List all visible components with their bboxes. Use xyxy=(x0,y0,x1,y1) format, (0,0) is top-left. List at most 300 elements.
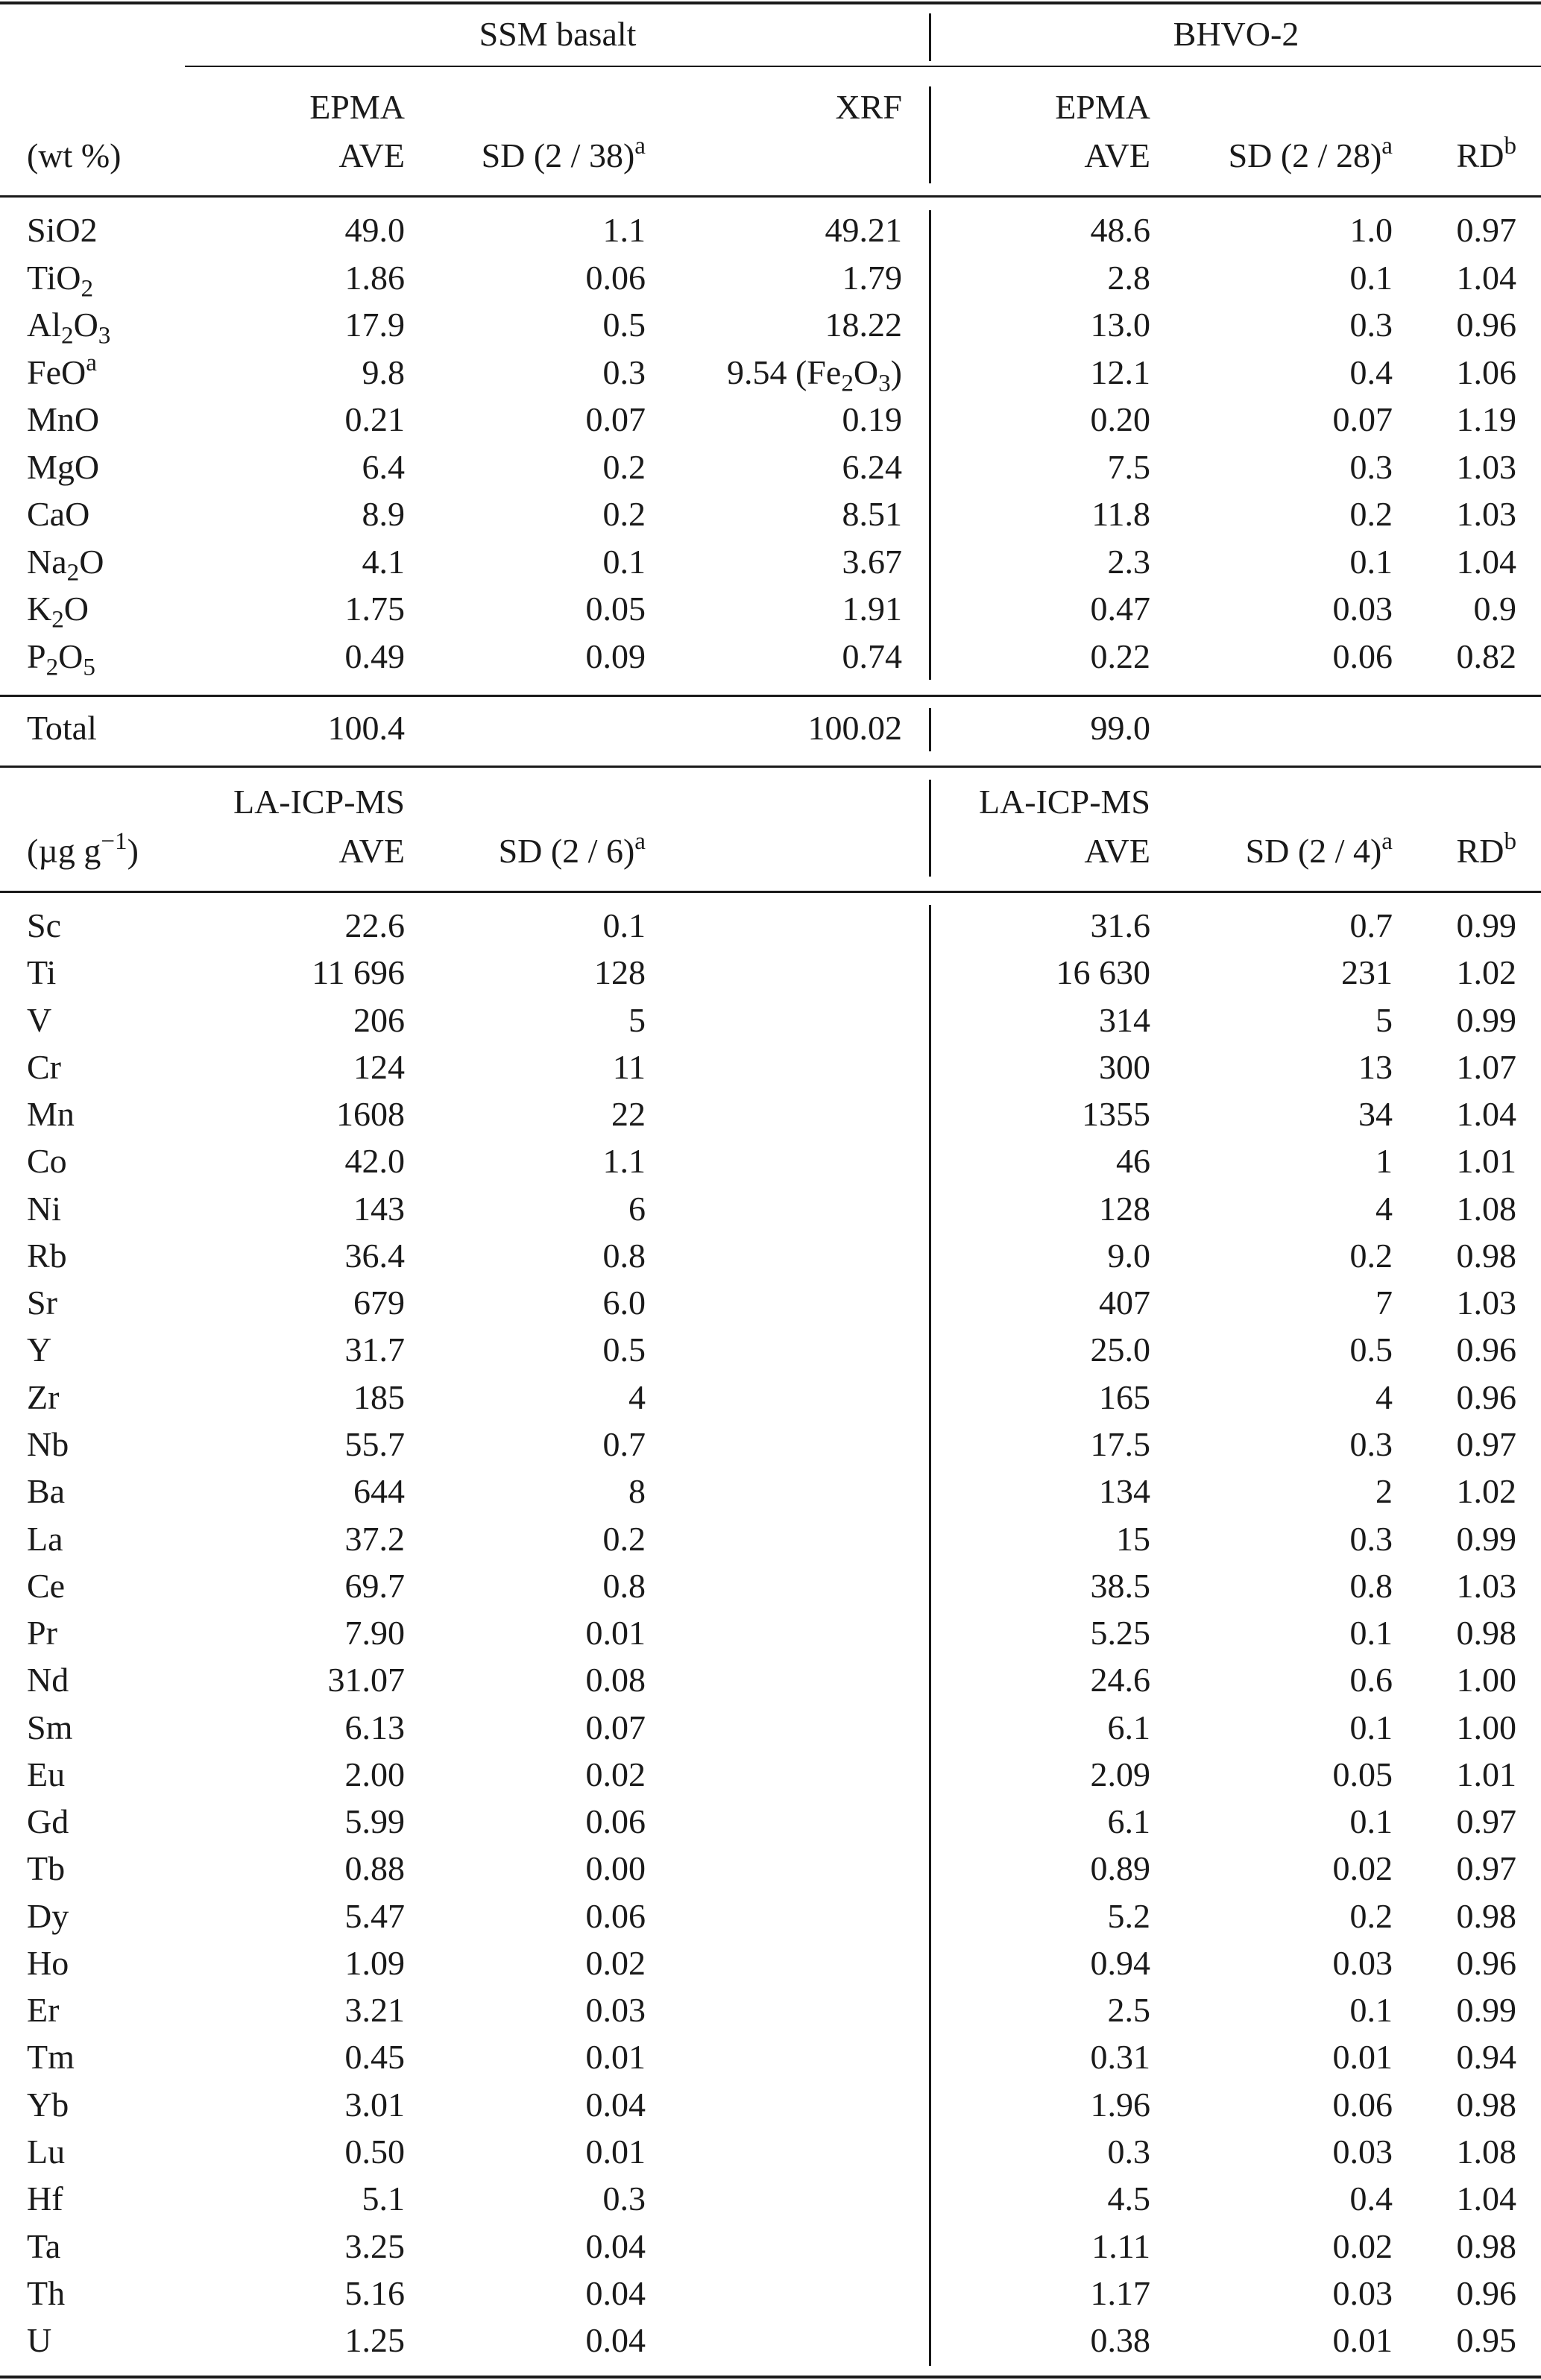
trace-ssm-ave: 5.99 xyxy=(344,1802,405,1840)
trace-rd: 0.99 xyxy=(1456,906,1516,944)
trace-bh-ave: 1355 xyxy=(1082,1095,1150,1133)
xrf-value: 0.19 xyxy=(842,400,902,438)
major-xrf xyxy=(641,353,902,397)
trace-bh-ave: 1.17 xyxy=(1090,2274,1150,2312)
trace-ssm-ave: 42.0 xyxy=(344,1142,405,1180)
major-header-sd-bhvo: SD (2 / 28)$^a$ xyxy=(1228,131,1393,174)
element-name: MgO xyxy=(27,448,100,486)
element-name: TiO xyxy=(27,259,81,297)
major-ssm-ave: 6.4 xyxy=(362,448,405,486)
major-ssm-ave: 0.49 xyxy=(344,637,405,675)
trace-bh-ave: 15 xyxy=(1116,1520,1150,1558)
major-bh-ave: 11.8 xyxy=(1091,495,1150,533)
trace-label: Th xyxy=(27,2274,66,2312)
major-bh-sd: 0.06 xyxy=(1332,637,1393,675)
trace-ssm-ave: 0.88 xyxy=(344,1849,405,1887)
trace-rd: 1.04 xyxy=(1456,2179,1516,2218)
trace-rd: 0.96 xyxy=(1456,1331,1516,1369)
trace-ssm-ave: 143 xyxy=(353,1190,405,1228)
trace-ssm-ave: 644 xyxy=(353,1472,405,1510)
xrf-value: 3.67 xyxy=(842,543,902,581)
trace-bh-ave: 300 xyxy=(1099,1048,1150,1086)
element-name: SiO2 xyxy=(27,211,98,249)
trace-bh-ave: 1.11 xyxy=(1091,2227,1150,2265)
trace-ssm-sd: 0.7 xyxy=(602,1425,646,1463)
trace-header-rd: $RD^b$ xyxy=(1456,827,1516,870)
xrf-value-part: ) xyxy=(890,353,902,391)
trace-rd: 0.95 xyxy=(1456,2321,1516,2359)
major-row-label xyxy=(27,211,206,250)
trace-ssm-ave: 124 xyxy=(353,1048,405,1086)
trace-rd: 0.97 xyxy=(1456,1425,1516,1463)
major-rd: 1.19 xyxy=(1456,400,1516,438)
separator-major-header xyxy=(929,86,931,183)
major-header-rd: $RD^b$ xyxy=(1456,131,1516,174)
major-rd: 1.03 xyxy=(1456,495,1516,533)
trace-bh-sd: 34 xyxy=(1358,1095,1393,1133)
trace-ssm-sd: 0.00 xyxy=(585,1849,646,1887)
trace-label: Ti xyxy=(27,953,57,991)
trace-rd: 1.01 xyxy=(1456,1755,1516,1793)
trace-bh-sd: 0.2 xyxy=(1349,1237,1393,1275)
trace-rd: 0.94 xyxy=(1456,2038,1516,2076)
trace-bh-sd: 0.3 xyxy=(1349,1425,1393,1463)
trace-rd: 0.97 xyxy=(1456,1802,1516,1840)
major-ssm-sd: 0.05 xyxy=(585,590,646,628)
trace-ssm-ave: 5.1 xyxy=(362,2179,405,2218)
major-bh-ave: 48.6 xyxy=(1090,211,1150,249)
major-ssm-ave: 8.9 xyxy=(362,495,405,533)
trace-label: Eu xyxy=(27,1755,66,1793)
major-bh-sd: 1.0 xyxy=(1349,211,1393,249)
trace-rd: 0.99 xyxy=(1456,1520,1516,1558)
total-top-rule xyxy=(0,695,1541,697)
xrf-value: 18.22 xyxy=(825,306,902,344)
trace-bh-ave: 38.5 xyxy=(1090,1567,1150,1605)
trace-ssm-sd: 11 xyxy=(612,1048,646,1086)
element-name: CaO xyxy=(27,495,90,533)
trace-ssm-ave: 3.25 xyxy=(344,2227,405,2265)
major-xrf xyxy=(641,448,902,487)
major-row-label xyxy=(27,259,206,303)
major-xrf xyxy=(641,259,902,297)
trace-rd: 0.96 xyxy=(1456,1378,1516,1416)
trace-label: U xyxy=(27,2321,52,2359)
trace-bh-ave: 24.6 xyxy=(1090,1661,1150,1699)
trace-ssm-sd: 1.1 xyxy=(602,1142,646,1180)
trace-rd: 1.02 xyxy=(1456,953,1516,991)
trace-unit-label: (µg $g^{-1}$) xyxy=(27,827,139,870)
major-ssm-sd: 0.3 xyxy=(602,353,646,391)
major-rd: 0.97 xyxy=(1456,211,1516,249)
trace-bh-sd: 231 xyxy=(1341,953,1393,991)
trace-rd: 0.98 xyxy=(1456,1614,1516,1652)
trace-rd: 0.99 xyxy=(1456,1001,1516,1039)
trace-bh-sd: 0.01 xyxy=(1332,2321,1393,2359)
trace-bh-ave: 16 630 xyxy=(1056,953,1150,991)
subscript: 2 xyxy=(61,321,74,350)
trace-ssm-ave: 36.4 xyxy=(344,1237,405,1275)
trace-bh-ave: 2.5 xyxy=(1107,1991,1150,2029)
trace-bh-sd: 0.03 xyxy=(1332,2274,1393,2312)
trace-ssm-sd: 0.07 xyxy=(585,1708,646,1746)
trace-bh-ave: 4.5 xyxy=(1107,2179,1150,2218)
trace-ssm-ave: 37.2 xyxy=(344,1520,405,1558)
trace-ssm-sd: 5 xyxy=(628,1001,646,1039)
trace-rd: 0.96 xyxy=(1456,1944,1516,1982)
trace-bh-sd: 0.3 xyxy=(1349,1520,1393,1558)
trace-bh-sd: 0.1 xyxy=(1349,1802,1393,1840)
major-ssm-ave: 1.86 xyxy=(344,259,405,297)
trace-ssm-ave: 0.45 xyxy=(344,2038,405,2076)
trace-ssm-ave: 5.47 xyxy=(344,1897,405,1935)
trace-header-laicp-bhvo: LA-ICP-MS xyxy=(978,783,1150,821)
trace-bh-ave: 407 xyxy=(1099,1284,1150,1322)
major-bh-ave: 2.8 xyxy=(1107,259,1150,297)
trace-label: Nd xyxy=(27,1661,69,1699)
major-ssm-sd: 0.5 xyxy=(602,306,646,344)
major-ssm-sd: 0.09 xyxy=(585,637,646,675)
major-bh-sd: 0.07 xyxy=(1332,400,1393,438)
top-rule xyxy=(0,1,1541,4)
total-bhvo-ave: 99.0 xyxy=(1090,709,1150,747)
major-header-xrf: XRF xyxy=(835,88,902,126)
major-ssm-ave: 9.8 xyxy=(362,353,405,391)
trace-rd: 1.00 xyxy=(1456,1708,1516,1746)
trace-label: Ta xyxy=(27,2227,61,2265)
superscript: a xyxy=(86,348,97,376)
trace-ssm-sd: 0.06 xyxy=(585,1897,646,1935)
total-xrf: 100.02 xyxy=(807,709,902,747)
xrf-value: 8.51 xyxy=(842,495,902,533)
trace-rd: 0.98 xyxy=(1456,1897,1516,1935)
major-bh-ave: 2.3 xyxy=(1107,543,1150,581)
major-ssm-sd: 0.2 xyxy=(602,495,646,533)
trace-bh-sd: 0.1 xyxy=(1349,1708,1393,1746)
trace-bh-sd: 0.2 xyxy=(1349,1897,1393,1935)
trace-bh-sd: 0.8 xyxy=(1349,1567,1393,1605)
trace-bh-sd: 0.01 xyxy=(1332,2038,1393,2076)
element-name-part: O xyxy=(63,590,89,628)
major-xrf xyxy=(641,495,902,534)
major-bh-ave: 7.5 xyxy=(1107,448,1150,486)
trace-bh-ave: 314 xyxy=(1099,1001,1150,1039)
trace-ssm-ave: 1608 xyxy=(336,1095,405,1133)
trace-bh-ave: 6.1 xyxy=(1107,1708,1150,1746)
subscript: 3 xyxy=(98,321,111,350)
ssm-group-rule xyxy=(185,66,930,67)
trace-bh-sd: 0.02 xyxy=(1332,2227,1393,2265)
trace-bh-sd: 4 xyxy=(1375,1378,1393,1416)
trace-label: Ce xyxy=(27,1567,66,1605)
trace-label: Rb xyxy=(27,1237,67,1275)
major-header-ave: AVE xyxy=(338,136,405,174)
trace-label: Zr xyxy=(27,1378,60,1416)
major-rd: 1.06 xyxy=(1456,353,1516,391)
total-label: Total xyxy=(27,709,97,747)
trace-bh-ave: 31.6 xyxy=(1090,906,1150,944)
trace-label: Gd xyxy=(27,1802,69,1840)
xrf-value: 9.54 (Fe xyxy=(726,353,842,391)
separator-group-heading xyxy=(929,13,931,61)
major-ssm-ave: 1.75 xyxy=(344,590,405,628)
trace-rd: 1.08 xyxy=(1456,1190,1516,1228)
trace-bh-ave: 0.38 xyxy=(1090,2321,1150,2359)
trace-ssm-sd: 0.5 xyxy=(602,1331,646,1369)
major-rd: 0.9 xyxy=(1473,590,1516,628)
trace-ssm-ave: 31.07 xyxy=(327,1661,405,1699)
trace-label: Mn xyxy=(27,1095,75,1133)
major-row-label xyxy=(27,306,206,350)
trace-bh-ave: 5.2 xyxy=(1107,1897,1150,1935)
major-row-label xyxy=(27,348,206,392)
major-row-label xyxy=(27,543,206,587)
major-bh-sd: 0.4 xyxy=(1349,353,1393,391)
trace-ssm-sd: 22 xyxy=(611,1095,646,1133)
trace-bh-sd: 0.1 xyxy=(1349,1991,1393,2029)
trace-bh-sd: 4 xyxy=(1375,1190,1393,1228)
trace-ssm-sd: 0.08 xyxy=(585,1661,646,1699)
separator-trace-header xyxy=(929,780,931,877)
trace-ssm-sd: 6.0 xyxy=(602,1284,646,1322)
trace-header-ave: AVE xyxy=(338,832,405,870)
major-bh-ave: 0.47 xyxy=(1090,590,1150,628)
trace-bh-ave: 0.3 xyxy=(1107,2133,1150,2171)
total-bottom-rule xyxy=(0,766,1541,768)
trace-ssm-ave: 206 xyxy=(353,1001,405,1039)
subscript: 2 xyxy=(841,369,854,397)
element-name: MnO xyxy=(27,400,100,438)
trace-ssm-ave: 3.01 xyxy=(344,2086,405,2124)
trace-ssm-sd: 0.03 xyxy=(585,1991,646,2029)
trace-ssm-ave: 7.90 xyxy=(344,1614,405,1652)
major-ssm-ave: 49.0 xyxy=(344,211,405,249)
trace-ssm-sd: 0.8 xyxy=(602,1567,646,1605)
trace-ssm-ave: 11 696 xyxy=(312,953,405,991)
trace-bh-ave: 134 xyxy=(1099,1472,1150,1510)
trace-bh-ave: 17.5 xyxy=(1090,1425,1150,1463)
trace-rd: 1.03 xyxy=(1456,1567,1516,1605)
trace-ssm-sd: 4 xyxy=(628,1378,646,1416)
trace-bh-ave: 0.31 xyxy=(1090,2038,1150,2076)
trace-bh-ave: 2.09 xyxy=(1090,1755,1150,1793)
trace-bh-ave: 165 xyxy=(1099,1378,1150,1416)
trace-ssm-sd: 6 xyxy=(628,1190,646,1228)
trace-rd: 1.00 xyxy=(1456,1661,1516,1699)
trace-ssm-sd: 0.01 xyxy=(585,2038,646,2076)
major-row-label xyxy=(27,448,206,487)
trace-bh-sd: 1 xyxy=(1375,1142,1393,1180)
trace-header-ave-bhvo: AVE xyxy=(1084,832,1150,870)
xrf-value: 1.79 xyxy=(842,259,902,297)
xrf-value: 49.21 xyxy=(825,211,902,249)
trace-bh-ave: 25.0 xyxy=(1090,1331,1150,1369)
element-name: FeO xyxy=(27,353,86,391)
total-ssm-ave: 100.4 xyxy=(327,709,405,747)
major-bh-ave: 12.1 xyxy=(1090,353,1150,391)
trace-label: Pr xyxy=(27,1614,57,1652)
major-ssm-sd: 0.07 xyxy=(585,400,646,438)
trace-ssm-ave: 31.7 xyxy=(344,1331,405,1369)
trace-ssm-ave: 2.00 xyxy=(344,1755,405,1793)
major-row-label xyxy=(27,400,206,439)
xrf-value: 1.91 xyxy=(842,590,902,628)
major-bh-ave: 0.20 xyxy=(1090,400,1150,438)
trace-ssm-ave: 0.50 xyxy=(344,2133,405,2171)
trace-label: V xyxy=(27,1001,52,1039)
major-xrf xyxy=(641,543,902,581)
major-bh-sd: 0.3 xyxy=(1349,448,1393,486)
trace-bh-sd: 0.4 xyxy=(1349,2179,1393,2218)
major-rd: 1.04 xyxy=(1456,259,1516,297)
trace-rd: 1.02 xyxy=(1456,1472,1516,1510)
trace-ssm-sd: 0.02 xyxy=(585,1944,646,1982)
trace-bh-ave: 6.1 xyxy=(1107,1802,1150,1840)
major-xrf xyxy=(641,637,902,676)
trace-bh-sd: 5 xyxy=(1375,1001,1393,1039)
trace-rd: 1.03 xyxy=(1456,1284,1516,1322)
major-row-label xyxy=(27,637,206,681)
element-name-part: O xyxy=(58,637,83,675)
trace-ssm-sd: 0.1 xyxy=(602,906,646,944)
trace-label: Sc xyxy=(27,906,61,944)
trace-label: Ba xyxy=(27,1472,66,1510)
trace-label: Cr xyxy=(27,1048,61,1086)
major-bh-sd: 0.3 xyxy=(1349,306,1393,344)
major-ssm-ave: 4.1 xyxy=(362,543,405,581)
trace-ssm-sd: 0.01 xyxy=(585,1614,646,1652)
major-header-epma: EPMA xyxy=(309,88,405,126)
trace-label: Lu xyxy=(27,2133,66,2171)
trace-bh-sd: 0.5 xyxy=(1349,1331,1393,1369)
element-name-part: O xyxy=(73,306,98,344)
trace-bh-sd: 13 xyxy=(1358,1048,1393,1086)
trace-ssm-sd: 0.04 xyxy=(585,2321,646,2359)
trace-bh-sd: 0.06 xyxy=(1332,2086,1393,2124)
trace-label: Hf xyxy=(27,2179,63,2218)
trace-ssm-sd: 0.01 xyxy=(585,2133,646,2171)
xrf-value-part: O xyxy=(853,353,879,391)
trace-rd: 0.96 xyxy=(1456,2274,1516,2312)
separator-trace-body xyxy=(929,905,931,2366)
trace-header-sd-bhvo: SD (2 / 4)$^a$ xyxy=(1245,827,1393,870)
trace-ssm-sd: 0.02 xyxy=(585,1755,646,1793)
trace-header-rule xyxy=(0,891,1541,893)
trace-ssm-ave: 6.13 xyxy=(344,1708,405,1746)
trace-ssm-ave: 55.7 xyxy=(344,1425,405,1463)
trace-bh-sd: 7 xyxy=(1375,1284,1393,1322)
trace-label: La xyxy=(27,1520,63,1558)
trace-bh-sd: 0.03 xyxy=(1332,2133,1393,2171)
trace-label: Sr xyxy=(27,1284,57,1322)
major-bh-sd: 0.1 xyxy=(1349,543,1393,581)
trace-bh-ave: 9.0 xyxy=(1107,1237,1150,1275)
trace-label: Er xyxy=(27,1991,60,2029)
trace-ssm-ave: 679 xyxy=(353,1284,405,1322)
trace-bh-ave: 46 xyxy=(1116,1142,1150,1180)
separator-major-body xyxy=(929,210,931,680)
separator-total xyxy=(929,708,931,751)
xrf-value: 6.24 xyxy=(842,448,902,486)
trace-bh-sd: 0.05 xyxy=(1332,1755,1393,1793)
element-name: K xyxy=(27,590,52,628)
trace-label: Yb xyxy=(27,2086,69,2124)
trace-ssm-ave: 5.16 xyxy=(344,2274,405,2312)
major-xrf xyxy=(641,306,902,344)
trace-label: Tm xyxy=(27,2038,75,2076)
trace-ssm-sd: 0.3 xyxy=(602,2179,646,2218)
trace-ssm-ave: 22.6 xyxy=(344,906,405,944)
major-bh-sd: 0.03 xyxy=(1332,590,1393,628)
trace-rd: 0.98 xyxy=(1456,2086,1516,2124)
trace-bh-sd: 0.6 xyxy=(1349,1661,1393,1699)
major-bh-sd: 0.2 xyxy=(1349,495,1393,533)
trace-bh-ave: 0.89 xyxy=(1090,1849,1150,1887)
trace-ssm-ave: 1.25 xyxy=(344,2321,405,2359)
major-ssm-sd: 0.06 xyxy=(585,259,646,297)
trace-header-laicp: LA-ICP-MS xyxy=(233,783,405,821)
trace-bh-sd: 2 xyxy=(1375,1472,1393,1510)
major-xrf xyxy=(641,400,902,439)
subscript: 3 xyxy=(878,369,891,397)
trace-label: Y xyxy=(27,1331,52,1369)
trace-bh-ave: 128 xyxy=(1099,1190,1150,1228)
major-ssm-ave: 17.9 xyxy=(344,306,405,344)
trace-ssm-ave: 1.09 xyxy=(344,1944,405,1982)
trace-label: Dy xyxy=(27,1897,69,1935)
major-header-epma-bhvo: EPMA xyxy=(1055,88,1150,126)
subscript: 2 xyxy=(66,558,80,587)
trace-ssm-sd: 0.04 xyxy=(585,2227,646,2265)
trace-label: Ho xyxy=(27,1944,69,1982)
subscript: 5 xyxy=(83,653,95,681)
trace-label: Tb xyxy=(27,1849,66,1887)
major-rd: 0.96 xyxy=(1456,306,1516,344)
trace-rd: 0.98 xyxy=(1456,1237,1516,1275)
trace-bh-sd: 0.7 xyxy=(1349,906,1393,944)
trace-rd: 0.99 xyxy=(1456,1991,1516,2029)
major-header-ave-bhvo: AVE xyxy=(1084,136,1150,174)
trace-ssm-ave: 3.21 xyxy=(344,1991,405,2029)
trace-label: Co xyxy=(27,1142,67,1180)
major-ssm-ave: 0.21 xyxy=(344,400,405,438)
trace-ssm-sd: 0.2 xyxy=(602,1520,646,1558)
major-header-sd: SD (2 / 38)$^a$ xyxy=(481,131,646,174)
major-rd: 1.03 xyxy=(1456,448,1516,486)
major-header-rule xyxy=(0,195,1541,198)
trace-rd: 1.07 xyxy=(1456,1048,1516,1086)
major-bh-sd: 0.1 xyxy=(1349,259,1393,297)
trace-bh-ave: 0.94 xyxy=(1090,1944,1150,1982)
major-rd: 0.82 xyxy=(1456,637,1516,675)
major-row-label xyxy=(27,495,206,534)
major-bh-ave: 0.22 xyxy=(1090,637,1150,675)
trace-ssm-ave: 69.7 xyxy=(344,1567,405,1605)
trace-ssm-sd: 0.04 xyxy=(585,2274,646,2312)
major-bh-ave: 13.0 xyxy=(1090,306,1150,344)
trace-label: Nb xyxy=(27,1425,69,1463)
trace-rd: 1.01 xyxy=(1456,1142,1516,1180)
element-name: Al xyxy=(27,306,61,344)
group-heading-ssm: SSM basalt xyxy=(479,15,637,53)
major-ssm-sd: 1.1 xyxy=(602,211,646,249)
major-xrf xyxy=(641,211,902,250)
trace-bh-sd: 0.1 xyxy=(1349,1614,1393,1652)
trace-ssm-sd: 0.06 xyxy=(585,1802,646,1840)
major-unit-label: (wt %) xyxy=(27,136,122,174)
trace-rd: 0.98 xyxy=(1456,2227,1516,2265)
major-ssm-sd: 0.1 xyxy=(602,543,646,581)
